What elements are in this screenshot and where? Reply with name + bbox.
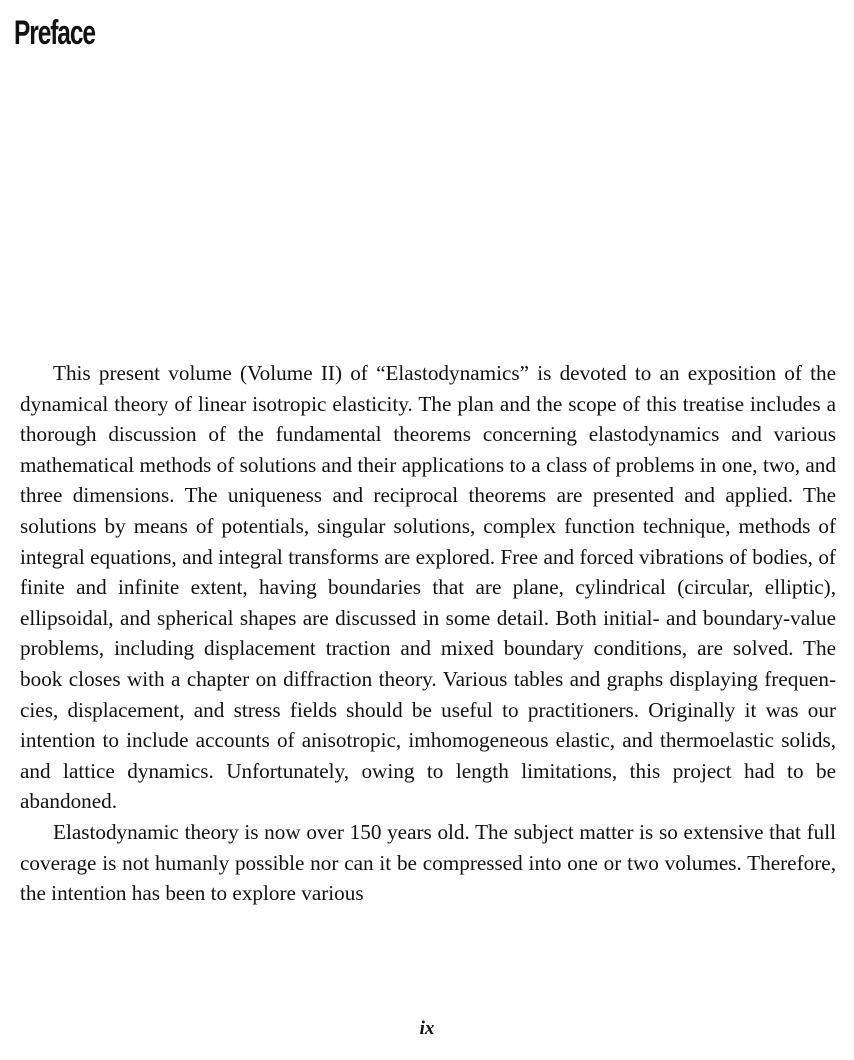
body-text bbox=[20, 358, 836, 909]
page-title: Preface bbox=[14, 14, 95, 52]
paragraph: Elastodynamic theory is now over 150 years old. The subject matter is so extensive that full coverage is not humanly possible nor can it be compressed into one or two volumes. Therefore, the intention has been to explore various bbox=[20, 819, 836, 906]
paragraph: This present volume (Volume II) of “Elastodynamics” is devoted to an exposition of the dynamical theory of linear isotropic elasticity. The plan and the scope of this treatise includes a thorough discussion of the fundamental theorems concerning elastodynamics and various mathematical methods of solutions and their applications to a class of problems in one, two, and three dimensions. The uniqueness and reciprocal theorems are presented and applied. The solutions by means of potentials, singular solutions, complex function technique, methods of integral equations, and integral transforms are explored. Free and forced vibrations of bodies, of finite and infinite extent, having boundaries that are plane, cylindrical (circular, elliptic), ellipsoidal, and spherical shapes are discussed in some detail. Both initial- and boundary-value problems, including displacement traction and mixed boundary conditions, are solved. The book closes with a chapter on diffraction theory. Various tables and graphs displaying frequencies, displacement, and stress fields should be useful to practitioners. Originally it was our intention to include accounts of anisotropic, imhomogeneous elastic, and thermoelastic solids, and lattice dynamics. Unfortunately, owing to length limitations, this project had to be abandoned. bbox=[20, 361, 836, 814]
page-number: ix bbox=[419, 1018, 435, 1039]
